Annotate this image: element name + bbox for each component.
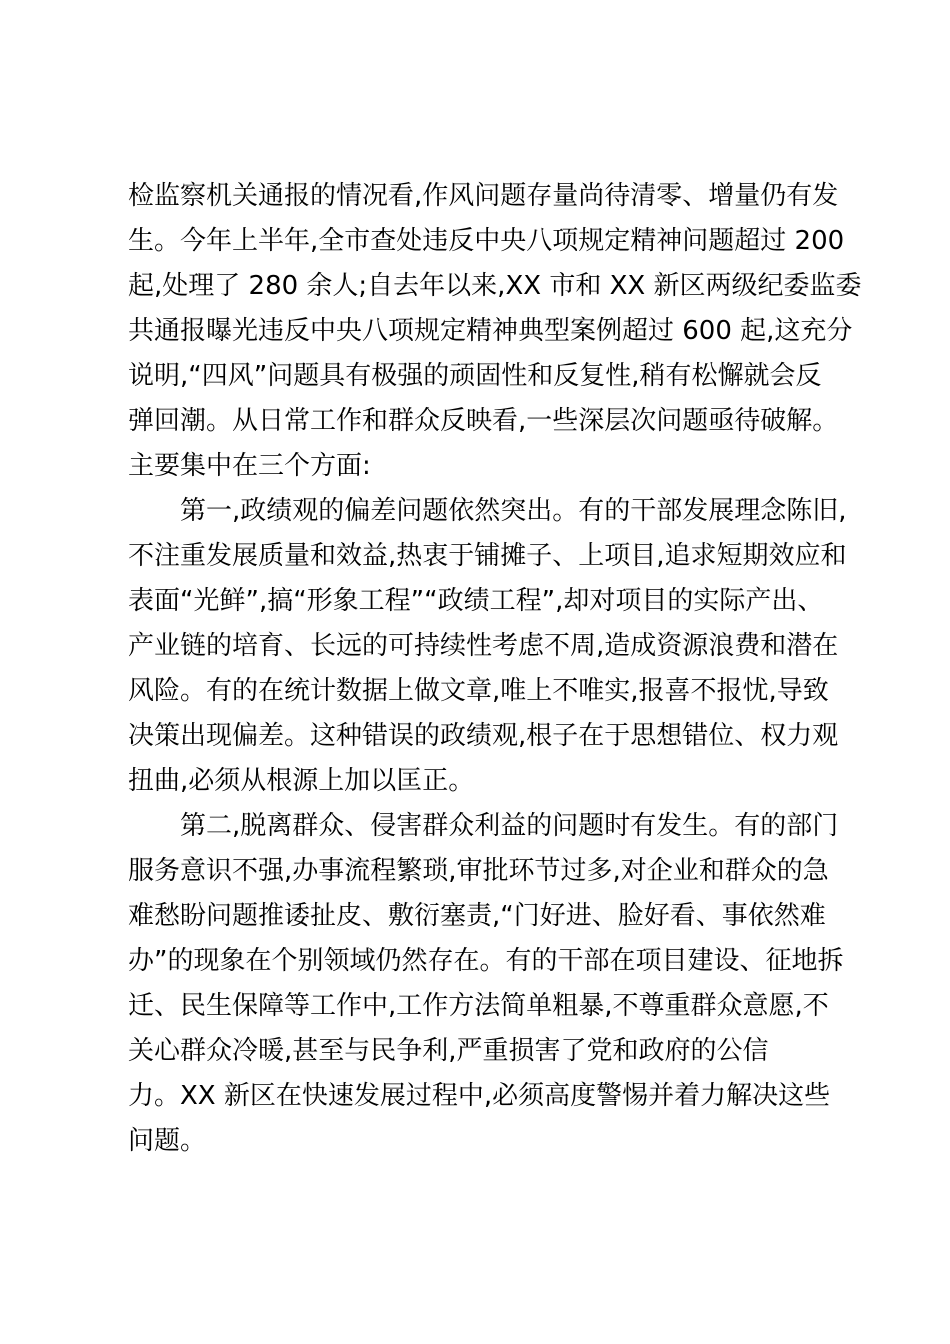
text-line-17: 难愁盼问题推诿扯皮、敷衍塞责,“门好进、脸好看、事依然难 (128, 901, 826, 931)
text-line-18: 办”的现象在个别领域仍然存在。有的干部在项目建设、征地拆 (128, 946, 844, 976)
text-line-22: 问题。 (128, 1126, 207, 1156)
text-line-21: 力。XX 新区在快速发展过程中,必须高度警惕并着力解决这些 (128, 1081, 831, 1111)
text-line-14: 扭曲,必须从根源上加以匡正。 (128, 766, 475, 796)
document-body (128, 174, 862, 1164)
text-line-7: 主要集中在三个方面: (128, 451, 371, 481)
text-line-6: 弹回潮。从日常工作和群众反映看,一些深层次问题亟待破解。 (128, 406, 839, 436)
text-line-20: 关心群众冷暖,甚至与民争利,严重损害了党和政府的公信 (128, 1036, 769, 1066)
text-line-12: 风险。有的在统计数据上做文章,唯上不唯实,报喜不报忧,导致 (128, 676, 829, 706)
text-line-8: 第一,政绩观的偏差问题依然突出。有的干部发展理念陈旧, (180, 496, 847, 526)
text-line-15: 第二,脱离群众、侵害群众利益的问题时有发生。有的部门 (180, 811, 839, 841)
text-line-11: 产业链的培育、长远的可持续性考虑不周,造成资源浪费和潜在 (128, 631, 839, 661)
text-line-13: 决策出现偏差。这种错误的政绩观,根子在于思想错位、权力观 (128, 721, 839, 751)
text-line-1: 检监察机关通报的情况看,作风问题存量尚待清零、增量仍有发 (128, 181, 839, 211)
text-line-9: 不注重发展质量和效益,热衷于铺摊子、上项目,追求短期效应和 (128, 541, 847, 571)
text-line-10: 表面“光鲜”,搞“形象工程”“政绩工程”,却对项目的实际产出、 (128, 586, 824, 616)
text-line-4: 共通报曝光违反中央八项规定精神典型案例超过 600 起,这充分 (128, 316, 853, 346)
text-line-16: 服务意识不强,办事流程繁琐,审批环节过多,对企业和群众的急 (128, 856, 829, 886)
text-line-2: 生。今年上半年,全市查处违反中央八项规定精神问题超过 200 (128, 226, 845, 256)
text-line-19: 迁、民生保障等工作中,工作方法简单粗暴,不尊重群众意愿,不 (128, 991, 829, 1021)
text-line-3: 起,处理了 280 余人;自去年以来,XX 市和 XX 新区两级纪委监委 (128, 271, 862, 301)
text-line-5: 说明,“四风”问题具有极强的顽固性和反复性,稍有松懈就会反 (128, 361, 822, 391)
